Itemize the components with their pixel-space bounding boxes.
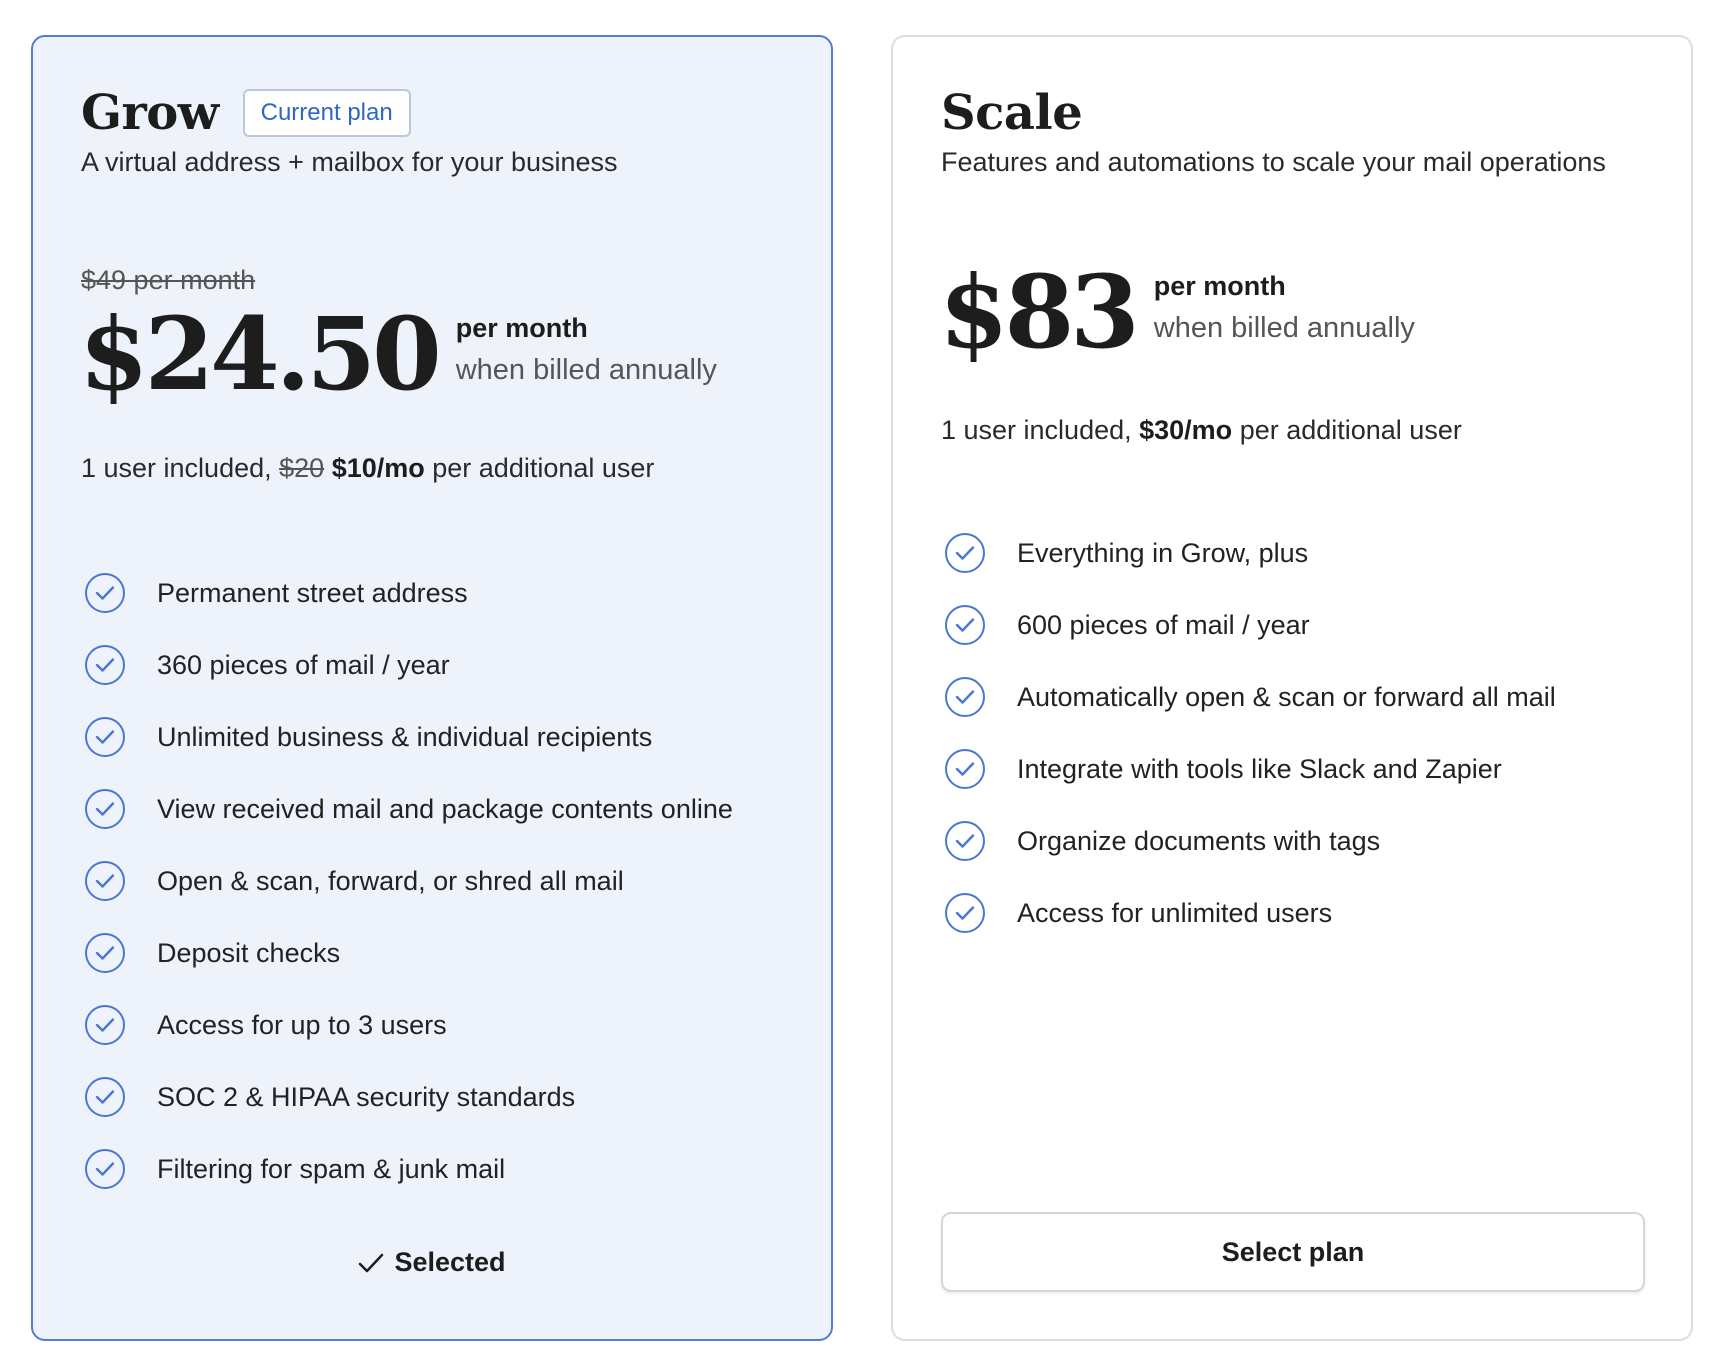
plan-price: $24.50 [79,295,438,413]
feature-item [945,661,1556,733]
original-price: $49 per month [81,265,256,295]
feature-label: SOC 2 & HIPAA security standards [157,1081,576,1112]
feature-label: Organize documents with tags [1017,825,1381,856]
additional-user-pricing [81,453,654,484]
users-price: $10/mo [331,453,425,483]
feature-list [945,517,1556,949]
feature-label: 360 pieces of mail / year [157,649,450,680]
check-circle-icon [85,1149,125,1189]
feature-item [85,557,733,629]
feature-item [945,589,1556,661]
plan-title-row [81,85,411,141]
current-plan-badge: Current plan [243,89,411,137]
price-row [939,253,1415,371]
users-prefix: 1 user included, [81,453,280,483]
feature-item [85,773,733,845]
selected-indicator [33,1247,831,1278]
feature-item [945,877,1556,949]
users-prefix: 1 user included, [941,415,1140,445]
price-period: per month [1153,271,1286,301]
feature-item [945,805,1556,877]
check-circle-icon [945,677,985,717]
feature-label: Open & scan, forward, or shred all mail [157,865,624,896]
users-old-price: $20 [279,453,325,483]
plan-card-grow[interactable] [31,35,833,1341]
feature-item [85,845,733,917]
check-circle-icon [85,861,125,901]
check-circle-icon [945,605,985,645]
feature-label: Permanent street address [157,577,468,608]
price-meta [456,313,717,387]
price-period: per month [455,313,588,343]
check-circle-icon [85,933,125,973]
feature-list [85,557,733,1205]
billing-note: when billed annually [455,354,717,386]
plan-name: Scale [941,85,1083,141]
check-circle-icon [85,1077,125,1117]
feature-label: Access for up to 3 users [157,1009,447,1040]
plan-price: $83 [939,253,1136,371]
check-circle-icon [85,573,125,613]
feature-item [945,733,1556,805]
feature-label: Integrate with tools like Slack and Zapier [1017,753,1502,784]
feature-label: View received mail and package contents online [157,793,733,824]
check-circle-icon [85,717,125,757]
plan-subtitle: Features and automations to scale your mail operations [941,147,1606,177]
feature-label: 600 pieces of mail / year [1017,609,1310,640]
feature-label: Unlimited business & individual recipients [157,721,653,752]
users-suffix: per additional user [424,453,655,483]
billing-note: when billed annually [1153,312,1415,344]
check-circle-icon [945,821,985,861]
feature-item [85,1061,733,1133]
price-row [79,295,717,413]
feature-label: Automatically open & scan or forward all mail [1017,681,1556,712]
select-plan-button[interactable]: Select plan [941,1212,1645,1292]
plan-name: Grow [81,85,219,141]
feature-item [945,517,1556,589]
selected-label: Selected [394,1247,506,1277]
feature-label: Everything in Grow, plus [1017,537,1309,568]
plan-title-row [941,85,1082,141]
plan-card-scale[interactable] [891,35,1693,1341]
check-circle-icon [85,789,125,829]
users-suffix: per additional user [1232,415,1462,445]
feature-item [85,1133,733,1205]
feature-label: Filtering for spam & junk mail [157,1153,506,1184]
feature-item [85,629,733,701]
feature-item [85,989,733,1061]
feature-item [85,917,733,989]
check-circle-icon [945,533,985,573]
check-circle-icon [945,749,985,789]
plan-subtitle: A virtual address + mailbox for your business [81,147,618,177]
feature-label: Access for unlimited users [1017,897,1333,928]
additional-user-pricing [941,415,1462,446]
users-price: $30/mo [1139,415,1233,445]
check-circle-icon [85,1005,125,1045]
feature-label: Deposit checks [157,937,341,968]
check-circle-icon [945,893,985,933]
check-circle-icon [85,645,125,685]
check-icon [358,1252,384,1274]
feature-item [85,701,733,773]
price-meta [1154,271,1415,345]
